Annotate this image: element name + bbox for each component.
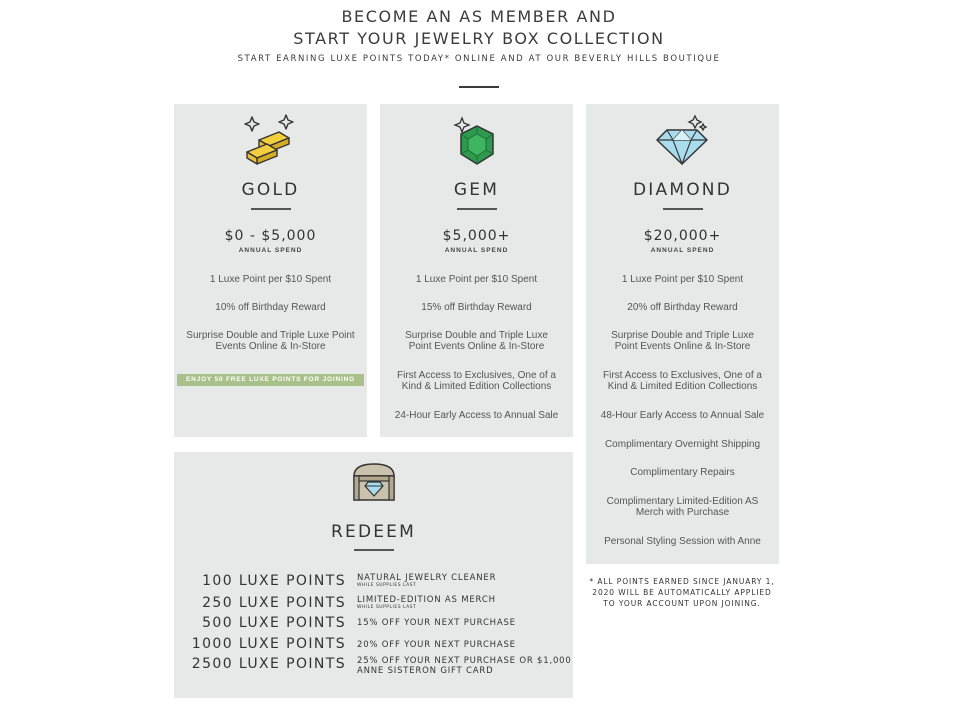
benefit-item: Surprise Double and Triple Luxe Point Events Online & In-Store bbox=[405, 330, 548, 352]
benefit-item: Complimentary Repairs bbox=[630, 467, 735, 478]
benefit-item: Surprise Double and Triple Luxe Point Events Online & In-Store bbox=[186, 330, 355, 352]
reward-description bbox=[357, 595, 577, 611]
page-header bbox=[0, 6, 958, 88]
redeem-divider bbox=[354, 549, 394, 551]
redeem-card bbox=[174, 452, 573, 698]
benefit-item: 1 Luxe Point per $10 Spent bbox=[415, 274, 538, 285]
tier-name: GOLD bbox=[241, 180, 300, 200]
benefit-item: 1 Luxe Point per $10 Spent bbox=[209, 274, 332, 285]
page-title-line-2: START YOUR JEWELRY BOX COLLECTION bbox=[293, 29, 665, 48]
points-amount: 100 LUXE POINTS bbox=[202, 573, 346, 589]
benefit-item: Surprise Double and Triple Luxe Point Events Online & In-Store bbox=[611, 330, 754, 352]
tier-name: DIAMOND bbox=[633, 180, 732, 200]
tier-divider bbox=[663, 208, 703, 210]
tier-price: $0 - $5,000 bbox=[224, 228, 317, 244]
reward-description bbox=[357, 656, 572, 676]
tier-spend-label: ANNUAL SPEND bbox=[650, 247, 715, 254]
tier-divider bbox=[457, 208, 497, 210]
emerald-gem-icon bbox=[452, 114, 502, 168]
tier-spend-label: ANNUAL SPEND bbox=[238, 247, 303, 254]
tier-spend-label: ANNUAL SPEND bbox=[444, 247, 509, 254]
tier-card-gem bbox=[380, 104, 573, 437]
benefit-item: First Access to Exclusives, One of a Kind & Limited Edition Collections bbox=[603, 370, 762, 392]
tier-divider bbox=[251, 208, 291, 210]
benefit-item: Personal Styling Session with Anne bbox=[604, 536, 761, 547]
points-amount: 500 LUXE POINTS bbox=[202, 615, 346, 631]
redeem-title: REDEEM bbox=[331, 522, 416, 542]
benefit-item: First Access to Exclusives, One of a Kind & Limited Edition Collections bbox=[397, 370, 556, 392]
reward-text: 25% OFF YOUR NEXT PURCHASE OR $1,000 ANNE SISTERON GIFT CARD bbox=[357, 656, 572, 676]
benefit-item: 48-Hour Early Access to Annual Sale bbox=[600, 410, 765, 421]
treasure-chest-icon bbox=[349, 458, 399, 504]
tier-price: $5,000+ bbox=[442, 228, 511, 244]
benefit-item: 20% off Birthday Reward bbox=[627, 302, 738, 313]
page-title-line-1: BECOME AN AS MEMBER AND bbox=[341, 7, 617, 26]
reward-text: 15% OFF YOUR NEXT PURCHASE bbox=[357, 618, 516, 628]
gold-bars-icon bbox=[241, 112, 301, 168]
points-amount: 250 LUXE POINTS bbox=[202, 595, 346, 611]
points-footnote: * ALL POINTS EARNED SINCE JANUARY 1, 2020 WILL BE AUTOMATICALLY APPLIED TO YOUR ACCOUNT UPON JOINING. bbox=[589, 577, 775, 608]
reward-text: NATURAL JEWELRY CLEANER bbox=[357, 573, 497, 583]
tier-price: $20,000+ bbox=[643, 228, 722, 244]
benefit-item: 15% off Birthday Reward bbox=[421, 302, 532, 313]
benefit-item: 1 Luxe Point per $10 Spent bbox=[621, 274, 744, 285]
benefit-item: 10% off Birthday Reward bbox=[215, 302, 326, 313]
benefit-item: Complimentary Limited-Edition AS Merch with Purchase bbox=[606, 496, 759, 518]
tier-name: GEM bbox=[453, 180, 500, 200]
tier-card-diamond bbox=[586, 104, 779, 564]
reward-text: 20% OFF YOUR NEXT PURCHASE bbox=[357, 640, 516, 650]
tier-card-gold bbox=[174, 104, 367, 437]
reward-description bbox=[357, 573, 577, 589]
page-subtitle: START EARNING LUXE POINTS TODAY* ONLINE AND AT OUR BEVERLY HILLS BOUTIQUE bbox=[237, 54, 721, 64]
reward-description bbox=[357, 618, 577, 628]
header-divider bbox=[459, 86, 499, 88]
points-amount: 1000 LUXE POINTS bbox=[191, 636, 346, 652]
reward-note: WHILE SUPPLIES LAST bbox=[357, 583, 417, 588]
reward-note: WHILE SUPPLIES LAST bbox=[357, 605, 417, 610]
benefit-item: 24-Hour Early Access to Annual Sale bbox=[394, 410, 559, 421]
reward-text: LIMITED-EDITION AS MERCH bbox=[357, 595, 496, 605]
diamond-icon bbox=[653, 112, 713, 168]
join-promo-banner: ENJOY 50 FREE LUXE POINTS FOR JOINING bbox=[177, 374, 364, 386]
benefit-item: Complimentary Overnight Shipping bbox=[604, 439, 761, 450]
points-amount: 2500 LUXE POINTS bbox=[191, 656, 346, 672]
reward-description bbox=[357, 640, 577, 650]
